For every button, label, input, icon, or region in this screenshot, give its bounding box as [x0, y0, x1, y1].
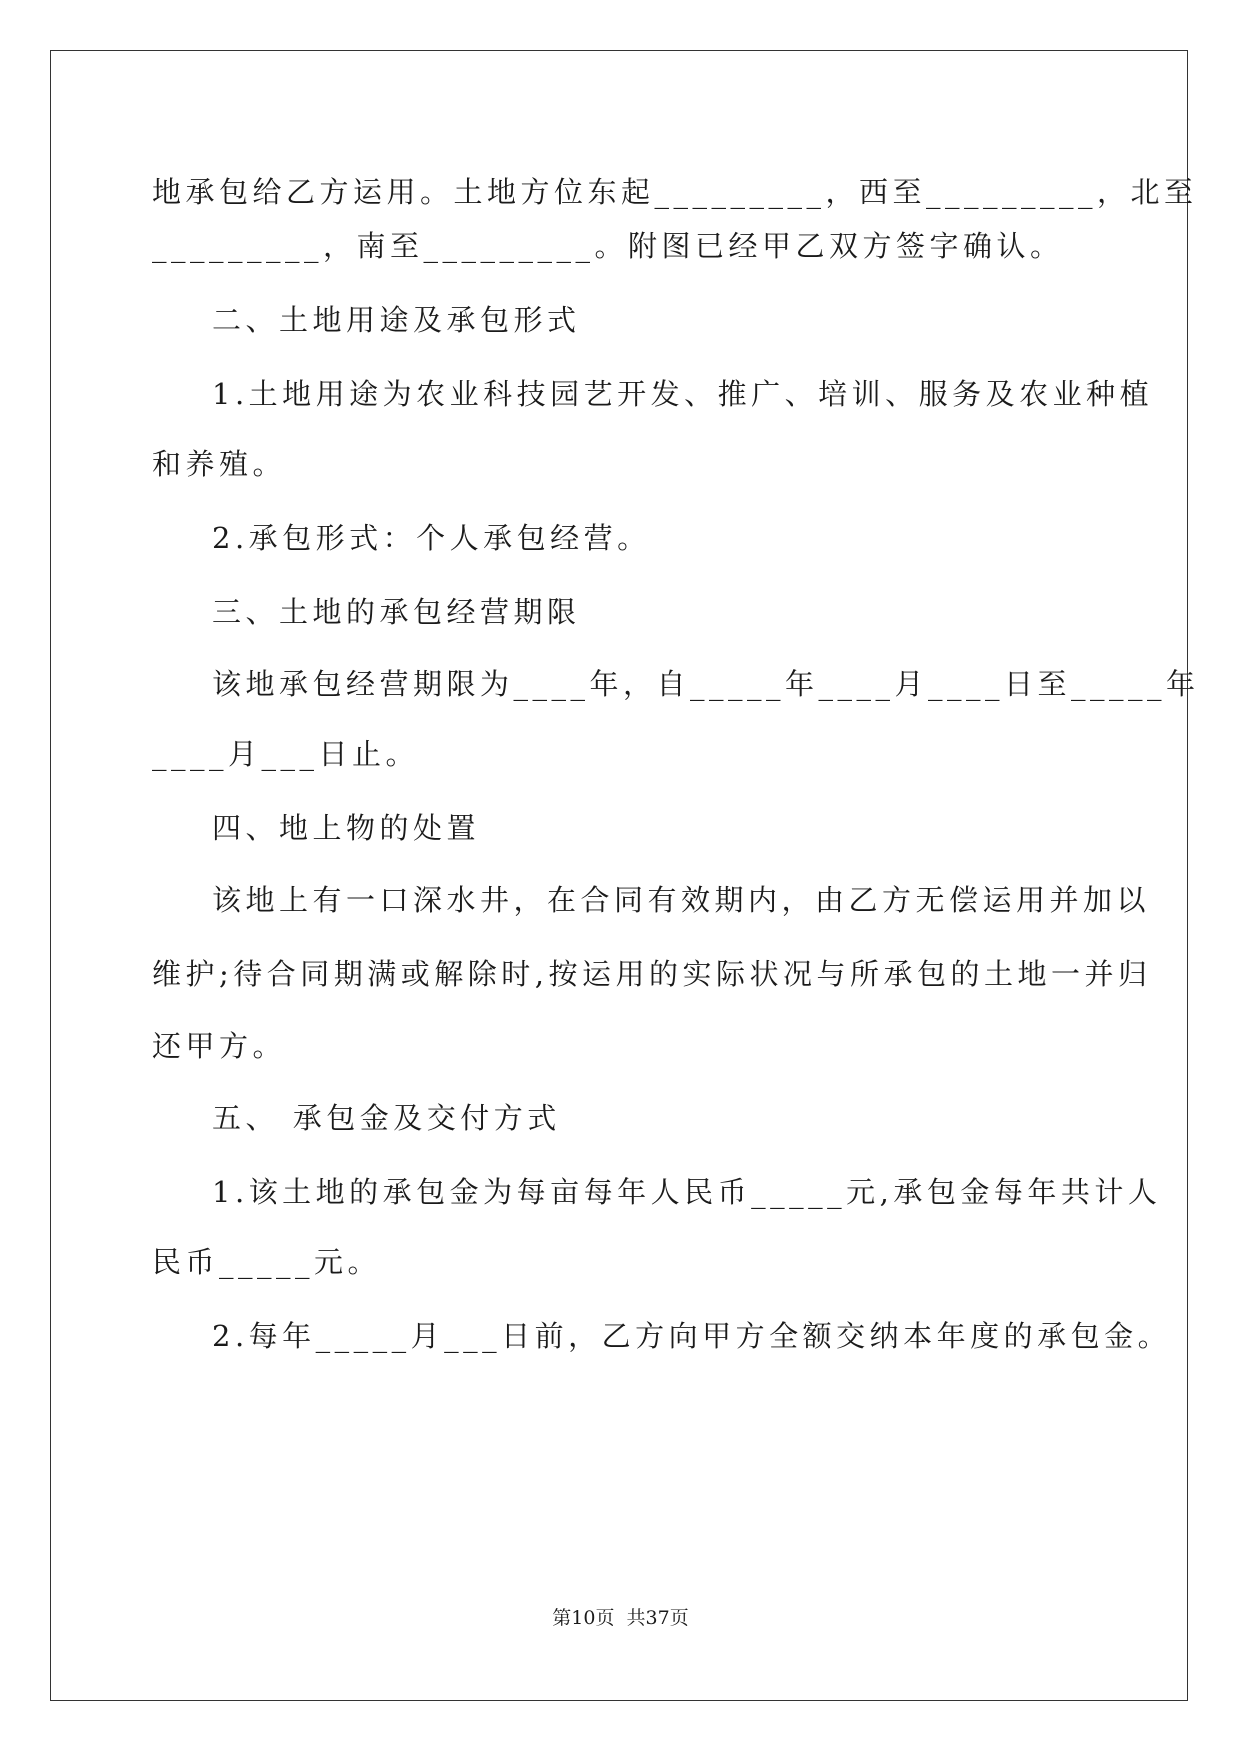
text-line: ____月___日止。	[152, 737, 420, 771]
text-line: 和养殖。	[152, 447, 287, 481]
text-line: 民币_____元。	[152, 1245, 382, 1279]
page-border	[50, 50, 1188, 1701]
text-line: 1.土地用途为农业科技园艺开发、推广、培训、服务及农业种植	[212, 377, 1154, 411]
text-line: 地承包给乙方运用。土地方位东起_________，西至_________，北至	[152, 175, 1198, 209]
text-line: 该地上有一口深水井，在合同有效期内，由乙方无偿运用并加以	[212, 883, 1151, 917]
text-line: _________，南至_________。附图已经甲乙双方签字确认。	[152, 229, 1064, 263]
text-line: 维护;待合同期满或解除时,按运用的实际状况与所承包的土地一并归	[152, 957, 1152, 991]
text-line: 该地承包经营期限为____年，自_____年____月____日至_____年	[212, 667, 1200, 701]
section-heading: 二、土地用途及承包形式	[212, 303, 581, 337]
section-heading: 五、 承包金及交付方式	[212, 1101, 561, 1135]
text-line: 1.该土地的承包金为每亩每年人民币_____元,承包金每年共计人	[212, 1175, 1162, 1209]
text-line: 2.承包形式：个人承包经营。	[212, 521, 651, 555]
text-line: 2.每年_____月___日前，乙方向甲方全额交纳本年度的承包金。	[212, 1319, 1172, 1353]
text-line: 还甲方。	[152, 1029, 287, 1063]
page-number: 第10页 共37页	[552, 1607, 689, 1629]
section-heading: 三、土地的承包经营期限	[212, 595, 581, 629]
section-heading: 四、地上物的处置	[212, 811, 481, 845]
